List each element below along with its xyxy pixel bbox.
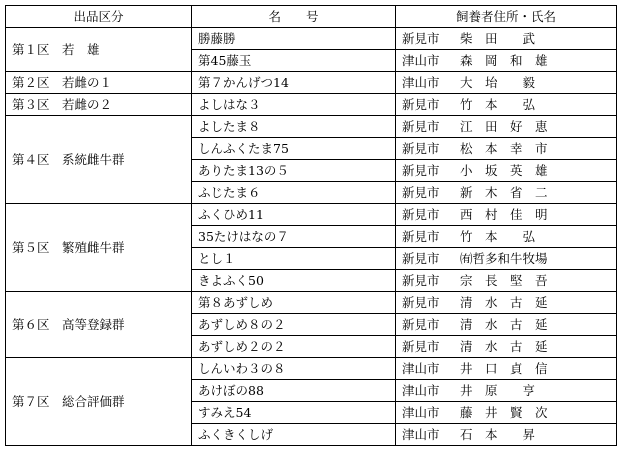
owner-name: 江 田 好 恵	[460, 119, 548, 134]
cattle-name-cell: 第７かんげつ14	[192, 72, 396, 94]
owner-city: 新見市	[402, 295, 440, 310]
category-cell: 第４区 系統雌牛群	[6, 116, 192, 204]
owner-cell	[396, 292, 617, 314]
owner-city: 津山市	[402, 405, 440, 420]
owner-name: 大 坮 毅	[460, 75, 536, 90]
owner-city: 新見市	[402, 185, 440, 200]
cattle-name-cell: ありたま13の５	[192, 160, 396, 182]
owner-city: 津山市	[402, 53, 440, 68]
owner-city: 津山市	[402, 427, 440, 442]
cattle-name-cell: ふじたま６	[192, 182, 396, 204]
cattle-name-cell: 第８あずしめ	[192, 292, 396, 314]
owner-city: 新見市	[402, 339, 440, 354]
owner-city: 新見市	[402, 31, 440, 46]
owner-cell	[396, 72, 617, 94]
owner-cell	[396, 28, 617, 50]
owner-city: 新見市	[402, 163, 440, 178]
owner-city: 津山市	[402, 383, 440, 398]
cattle-name-cell: しんいわ３の８	[192, 358, 396, 380]
cattle-name-cell: しんふくたま75	[192, 138, 396, 160]
owner-cell	[396, 182, 617, 204]
category-cell: 第７区 総合評価群	[6, 358, 192, 446]
category-cell: 第１区 若 雄	[6, 28, 192, 72]
owner-cell	[396, 226, 617, 248]
cattle-name-cell: ふくきくしげ	[192, 424, 396, 446]
owner-cell	[396, 336, 617, 358]
table-row	[6, 72, 617, 94]
owner-cell	[396, 270, 617, 292]
owner-cell	[396, 94, 617, 116]
owner-name: 竹 本 弘	[460, 97, 536, 112]
cattle-name-cell: あずしめ２の２	[192, 336, 396, 358]
cattle-name-cell: よしはな３	[192, 94, 396, 116]
owner-name: 清 水 古 延	[460, 317, 548, 332]
table-row	[6, 204, 617, 226]
owner-cell	[396, 248, 617, 270]
cattle-name-cell: すみえ54	[192, 402, 396, 424]
owner-cell	[396, 380, 617, 402]
owner-city: 津山市	[402, 361, 440, 376]
owner-name: 小 坂 英 雄	[460, 163, 548, 178]
owner-cell	[396, 424, 617, 446]
owner-city: 新見市	[402, 207, 440, 222]
cattle-name-cell: 勝藤勝	[192, 28, 396, 50]
owner-cell	[396, 402, 617, 424]
header-name: 名 号	[192, 6, 396, 28]
owner-cell	[396, 50, 617, 72]
cattle-name-cell: 35たけはなの７	[192, 226, 396, 248]
owner-name: 森 岡 和 雄	[460, 53, 548, 68]
header-owner: 飼養者住所・氏名	[396, 6, 617, 28]
exhibit-table	[5, 5, 617, 446]
owner-name: 石 本 昇	[460, 427, 536, 442]
owner-city: 新見市	[402, 251, 440, 266]
owner-name: 清 水 古 延	[460, 295, 548, 310]
owner-cell	[396, 314, 617, 336]
owner-name: 竹 本 弘	[460, 229, 536, 244]
owner-cell	[396, 204, 617, 226]
owner-cell	[396, 116, 617, 138]
table-body	[6, 28, 617, 446]
owner-name: ㈲哲多和牛牧場	[460, 251, 548, 266]
table-row	[6, 116, 617, 138]
category-cell: 第２区 若雌の１	[6, 72, 192, 94]
category-cell: 第５区 繁殖雌牛群	[6, 204, 192, 292]
table-container	[5, 5, 617, 446]
owner-cell	[396, 160, 617, 182]
owner-name: 柴 田 武	[460, 31, 536, 46]
owner-city: 津山市	[402, 75, 440, 90]
owner-name: 新 木 省 二	[460, 185, 548, 200]
owner-name: 井 原 亨	[460, 383, 536, 398]
category-cell: 第６区 高等登録群	[6, 292, 192, 358]
owner-city: 新見市	[402, 97, 440, 112]
owner-city: 新見市	[402, 141, 440, 156]
owner-name: 松 本 幸 市	[460, 141, 548, 156]
owner-city: 新見市	[402, 229, 440, 244]
cattle-name-cell: 第45藤玉	[192, 50, 396, 72]
owner-city: 新見市	[402, 317, 440, 332]
table-row	[6, 292, 617, 314]
header-category: 出品区分	[6, 6, 192, 28]
owner-cell	[396, 138, 617, 160]
header-row	[6, 6, 617, 28]
owner-name: 井 口 貞 信	[460, 361, 548, 376]
owner-name: 宗 長 堅 吾	[460, 273, 548, 288]
table-row	[6, 358, 617, 380]
table-row	[6, 28, 617, 50]
cattle-name-cell: ふくひめ11	[192, 204, 396, 226]
table-row	[6, 94, 617, 116]
owner-name: 清 水 古 延	[460, 339, 548, 354]
category-cell: 第３区 若雌の２	[6, 94, 192, 116]
cattle-name-cell: きよふく50	[192, 270, 396, 292]
cattle-name-cell: よしたま８	[192, 116, 396, 138]
owner-name: 西 村 佳 明	[460, 207, 548, 222]
owner-city: 新見市	[402, 273, 440, 288]
owner-name: 藤 井 賢 次	[460, 405, 548, 420]
cattle-name-cell: とし１	[192, 248, 396, 270]
cattle-name-cell: あずしめ８の２	[192, 314, 396, 336]
owner-city: 新見市	[402, 119, 440, 134]
owner-cell	[396, 358, 617, 380]
cattle-name-cell: あけぼの88	[192, 380, 396, 402]
